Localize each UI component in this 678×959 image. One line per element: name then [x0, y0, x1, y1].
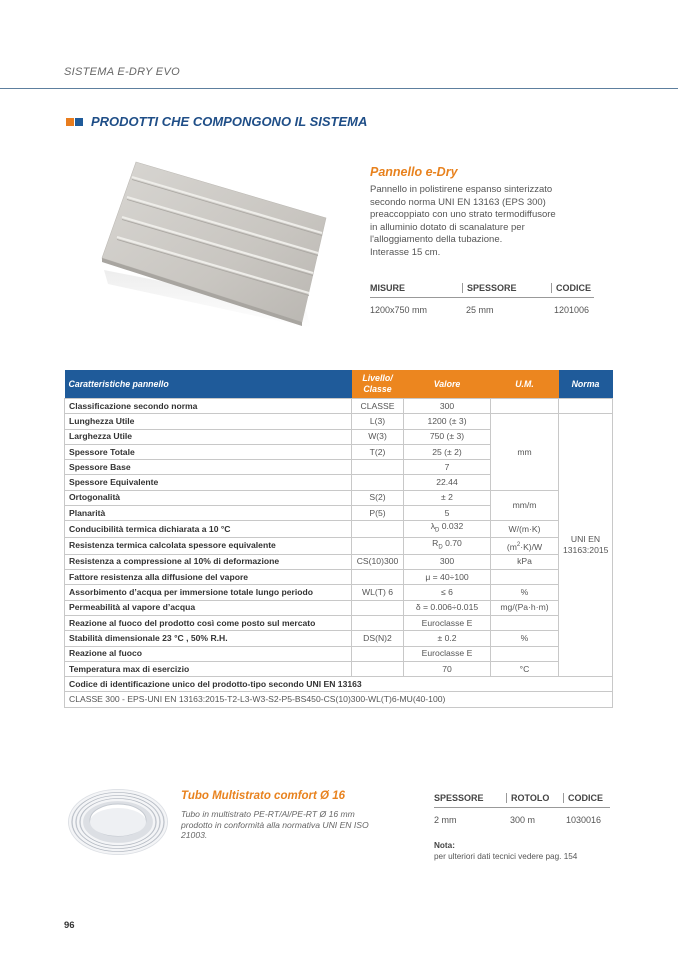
row-um [491, 616, 559, 631]
um-pre: (m [506, 541, 517, 552]
row-level [352, 570, 404, 585]
row-um: % [491, 585, 559, 600]
row-um [491, 646, 559, 661]
panel-image [96, 160, 336, 330]
page-number: 96 [64, 920, 75, 931]
row-label: Larghezza Utile [65, 429, 352, 444]
product1-desc-line: secondo norma UNI EN 13163 (EPS 300) [370, 196, 546, 208]
spec2-header-rotolo: ROTOLO [507, 793, 564, 803]
product2-name: Tubo Multistrato comfort Ø 16 [181, 790, 345, 802]
spec-header-spessore: SPESSORE [463, 283, 552, 293]
row-level: L(3) [352, 414, 404, 429]
lambda-subscript: D [435, 528, 440, 535]
row-value [404, 538, 491, 555]
row-label: Spessore Totale [65, 444, 352, 459]
product1-desc-line: in alluminio dotato di scanalature per [370, 221, 525, 233]
row-um: °C [491, 661, 559, 676]
row-level [352, 538, 404, 555]
th-level-line2: Classe [363, 384, 392, 394]
table-row [65, 399, 613, 414]
product1-desc-line: l'alloggiamento della tubazione. [370, 234, 503, 246]
spec2-value-codice: 1030016 [566, 815, 602, 825]
row-um-mm: mm [491, 414, 559, 490]
orange-square-icon [66, 118, 74, 126]
row-value: ± 2 [404, 490, 491, 505]
row-value: Euroclasse E [404, 616, 491, 631]
row-level [352, 460, 404, 475]
row-value: 1200 (± 3) [404, 414, 491, 429]
row-label: Reazione al fuoco [65, 646, 352, 661]
row-label: Resistenza a compressione al 10% di deformazione [65, 554, 352, 569]
row-norm-merged [559, 414, 613, 677]
spec2-value-rotolo: 300 m [510, 815, 536, 825]
row-label: Reazione al fuoco del prodotto così come posto sul mercato [65, 616, 352, 631]
row-label: Permeabilità al vapore d’acqua [65, 600, 352, 615]
row-norm [559, 399, 613, 414]
row-label: Lunghezza Utile [65, 414, 352, 429]
norm-line2: 13163:2015 [563, 545, 609, 556]
product2-desc-line: Tubo in multistrato PE-RT/Al/PE-RT Ø 16 mm [181, 809, 355, 819]
row-um: W/(m·K) [491, 521, 559, 538]
spec2-header-codice: CODICE [568, 793, 604, 803]
th-value: Valore [404, 370, 491, 399]
row-level: P(5) [352, 506, 404, 521]
row-value: 300 [404, 399, 491, 414]
row-level: WL(T) 6 [352, 585, 404, 600]
norm-line1: UNI EN [570, 534, 601, 545]
note-title: Nota: [434, 841, 455, 850]
row-label: Conducibilità termica dichiarata a 10 °C [65, 521, 352, 538]
row-value: Euroclasse E [404, 646, 491, 661]
row-label: Resistenza termica calcolata spessore equivalente [65, 538, 352, 555]
row-label: Classificazione secondo norma [65, 399, 352, 414]
tube-coil-image [64, 782, 172, 858]
spec-header-misure: MISURE [370, 283, 463, 293]
um-post: ·K)/W [520, 541, 543, 552]
product1-desc-line: preaccoppiato con uno strato termodiffusore [370, 209, 556, 221]
note-text: per ulteriori dati tecnici vedere pag. 154 [434, 852, 578, 861]
header-divider [0, 88, 678, 89]
table-row [65, 554, 613, 569]
row-um: mg/(Pa·h·m) [491, 600, 559, 615]
characteristics-table [64, 370, 613, 708]
row-value: ≤ 6 [404, 585, 491, 600]
spec-value-spessore: 25 mm [466, 305, 494, 315]
row-level: DS(N)2 [352, 631, 404, 646]
row-level: CS(10)300 [352, 554, 404, 569]
code-title-row [65, 677, 613, 692]
row-label: Stabilità dimensionale 23 °C , 50% R.H. [65, 631, 352, 646]
row-value: ± 0.2 [404, 631, 491, 646]
row-value: 5 [404, 506, 491, 521]
row-value: 22.44 [404, 475, 491, 490]
row-label: Ortogonalità [65, 490, 352, 505]
code-title: Codice di identificazione unico del prodotto-tipo secondo UNI EN 13163 [65, 677, 613, 692]
row-um [491, 538, 559, 555]
product2-spec-table [434, 790, 610, 825]
blue-square-icon [75, 118, 83, 126]
th-um: U.M. [491, 370, 559, 399]
th-norm: Norma [559, 370, 613, 399]
product2-description [181, 809, 413, 841]
product2-desc-line: 21003. [181, 830, 208, 840]
um-sup: 2 [516, 541, 521, 548]
code-value: CLASSE 300 - EPS-UNI EN 13163:2015-T2-L3-W3-S2-P5-BS450-CS(10)300-WL(T)6-MU(40-100) [65, 692, 613, 707]
row-level [352, 646, 404, 661]
row-value: 750 (± 3) [404, 429, 491, 444]
row-value: 7 [404, 460, 491, 475]
th-level [352, 370, 404, 399]
r-value: 0.70 [442, 538, 462, 549]
row-value: μ = 40÷100 [404, 570, 491, 585]
row-value: 300 [404, 554, 491, 569]
table-row [65, 616, 613, 631]
row-um: % [491, 631, 559, 646]
table-row [65, 570, 613, 585]
row-label: Planarità [65, 506, 352, 521]
row-value [404, 521, 491, 538]
product1-desc-line: Interasse 15 cm. [370, 246, 441, 258]
table-row [65, 538, 613, 555]
table-row [65, 414, 613, 429]
th-characteristics: Caratteristiche pannello [65, 370, 352, 399]
code-value-row [65, 692, 613, 707]
section-title-text: PRODOTTI CHE COMPONGONO IL SISTEMA [91, 114, 368, 129]
row-level: T(2) [352, 444, 404, 459]
product2-desc-line: prodotto in conformità alla normativa UNI EN ISO [181, 819, 369, 830]
row-level: CLASSE [352, 399, 404, 414]
section-title [66, 114, 367, 129]
spec2-header-row [434, 790, 610, 808]
spec-value-misure: 1200x750 mm [370, 305, 428, 315]
row-label: Assorbimento d’acqua per immersione totale lungo periodo [65, 585, 352, 600]
table-row [65, 661, 613, 676]
table-row [65, 490, 613, 505]
th-level-line1: Livello/ [362, 373, 393, 383]
row-um [491, 570, 559, 585]
product1-name: Pannello e-Dry [370, 165, 458, 179]
product1-spec-table [370, 280, 594, 315]
product1-description [370, 184, 606, 260]
table-row [65, 585, 613, 600]
running-header: SISTEMA E-DRY EVO [64, 66, 180, 78]
row-label: Temperatura max di esercizio [65, 661, 352, 676]
row-level: W(3) [352, 429, 404, 444]
table-row [65, 631, 613, 646]
spec-header-row [370, 280, 594, 298]
row-level: S(2) [352, 490, 404, 505]
note [434, 840, 577, 862]
row-value: δ = 0.006÷0.015 [404, 600, 491, 615]
lambda-value: 0.032 [439, 521, 464, 532]
r-subscript: D [438, 544, 443, 551]
table-header-row [65, 370, 613, 399]
spec-value-codice: 1201006 [554, 305, 590, 315]
row-value: 25 (± 2) [404, 444, 491, 459]
spec-value-row [370, 298, 594, 315]
row-level [352, 521, 404, 538]
r-symbol: R [432, 538, 439, 549]
row-label: Spessore Equivalente [65, 475, 352, 490]
row-um [491, 399, 559, 414]
row-label: Spessore Base [65, 460, 352, 475]
table-row [65, 646, 613, 661]
product1-desc-line: Pannello in polistirene espanso sinterizzato [370, 184, 553, 195]
row-level [352, 475, 404, 490]
row-um: kPa [491, 554, 559, 569]
table-row [65, 600, 613, 615]
row-value: 70 [404, 661, 491, 676]
row-level [352, 600, 404, 615]
row-level [352, 616, 404, 631]
spec2-header-spessore: SPESSORE [434, 793, 507, 803]
row-label: Fattore resistenza alla diffusione del vapore [65, 570, 352, 585]
spec2-value-spessore: 2 mm [434, 815, 457, 825]
spec-header-codice: CODICE [556, 283, 592, 293]
spec2-value-row [434, 808, 610, 825]
table-row [65, 521, 613, 538]
lambda-symbol: λ [430, 521, 436, 532]
row-level [352, 661, 404, 676]
row-um-mmm: mm/m [491, 490, 559, 521]
